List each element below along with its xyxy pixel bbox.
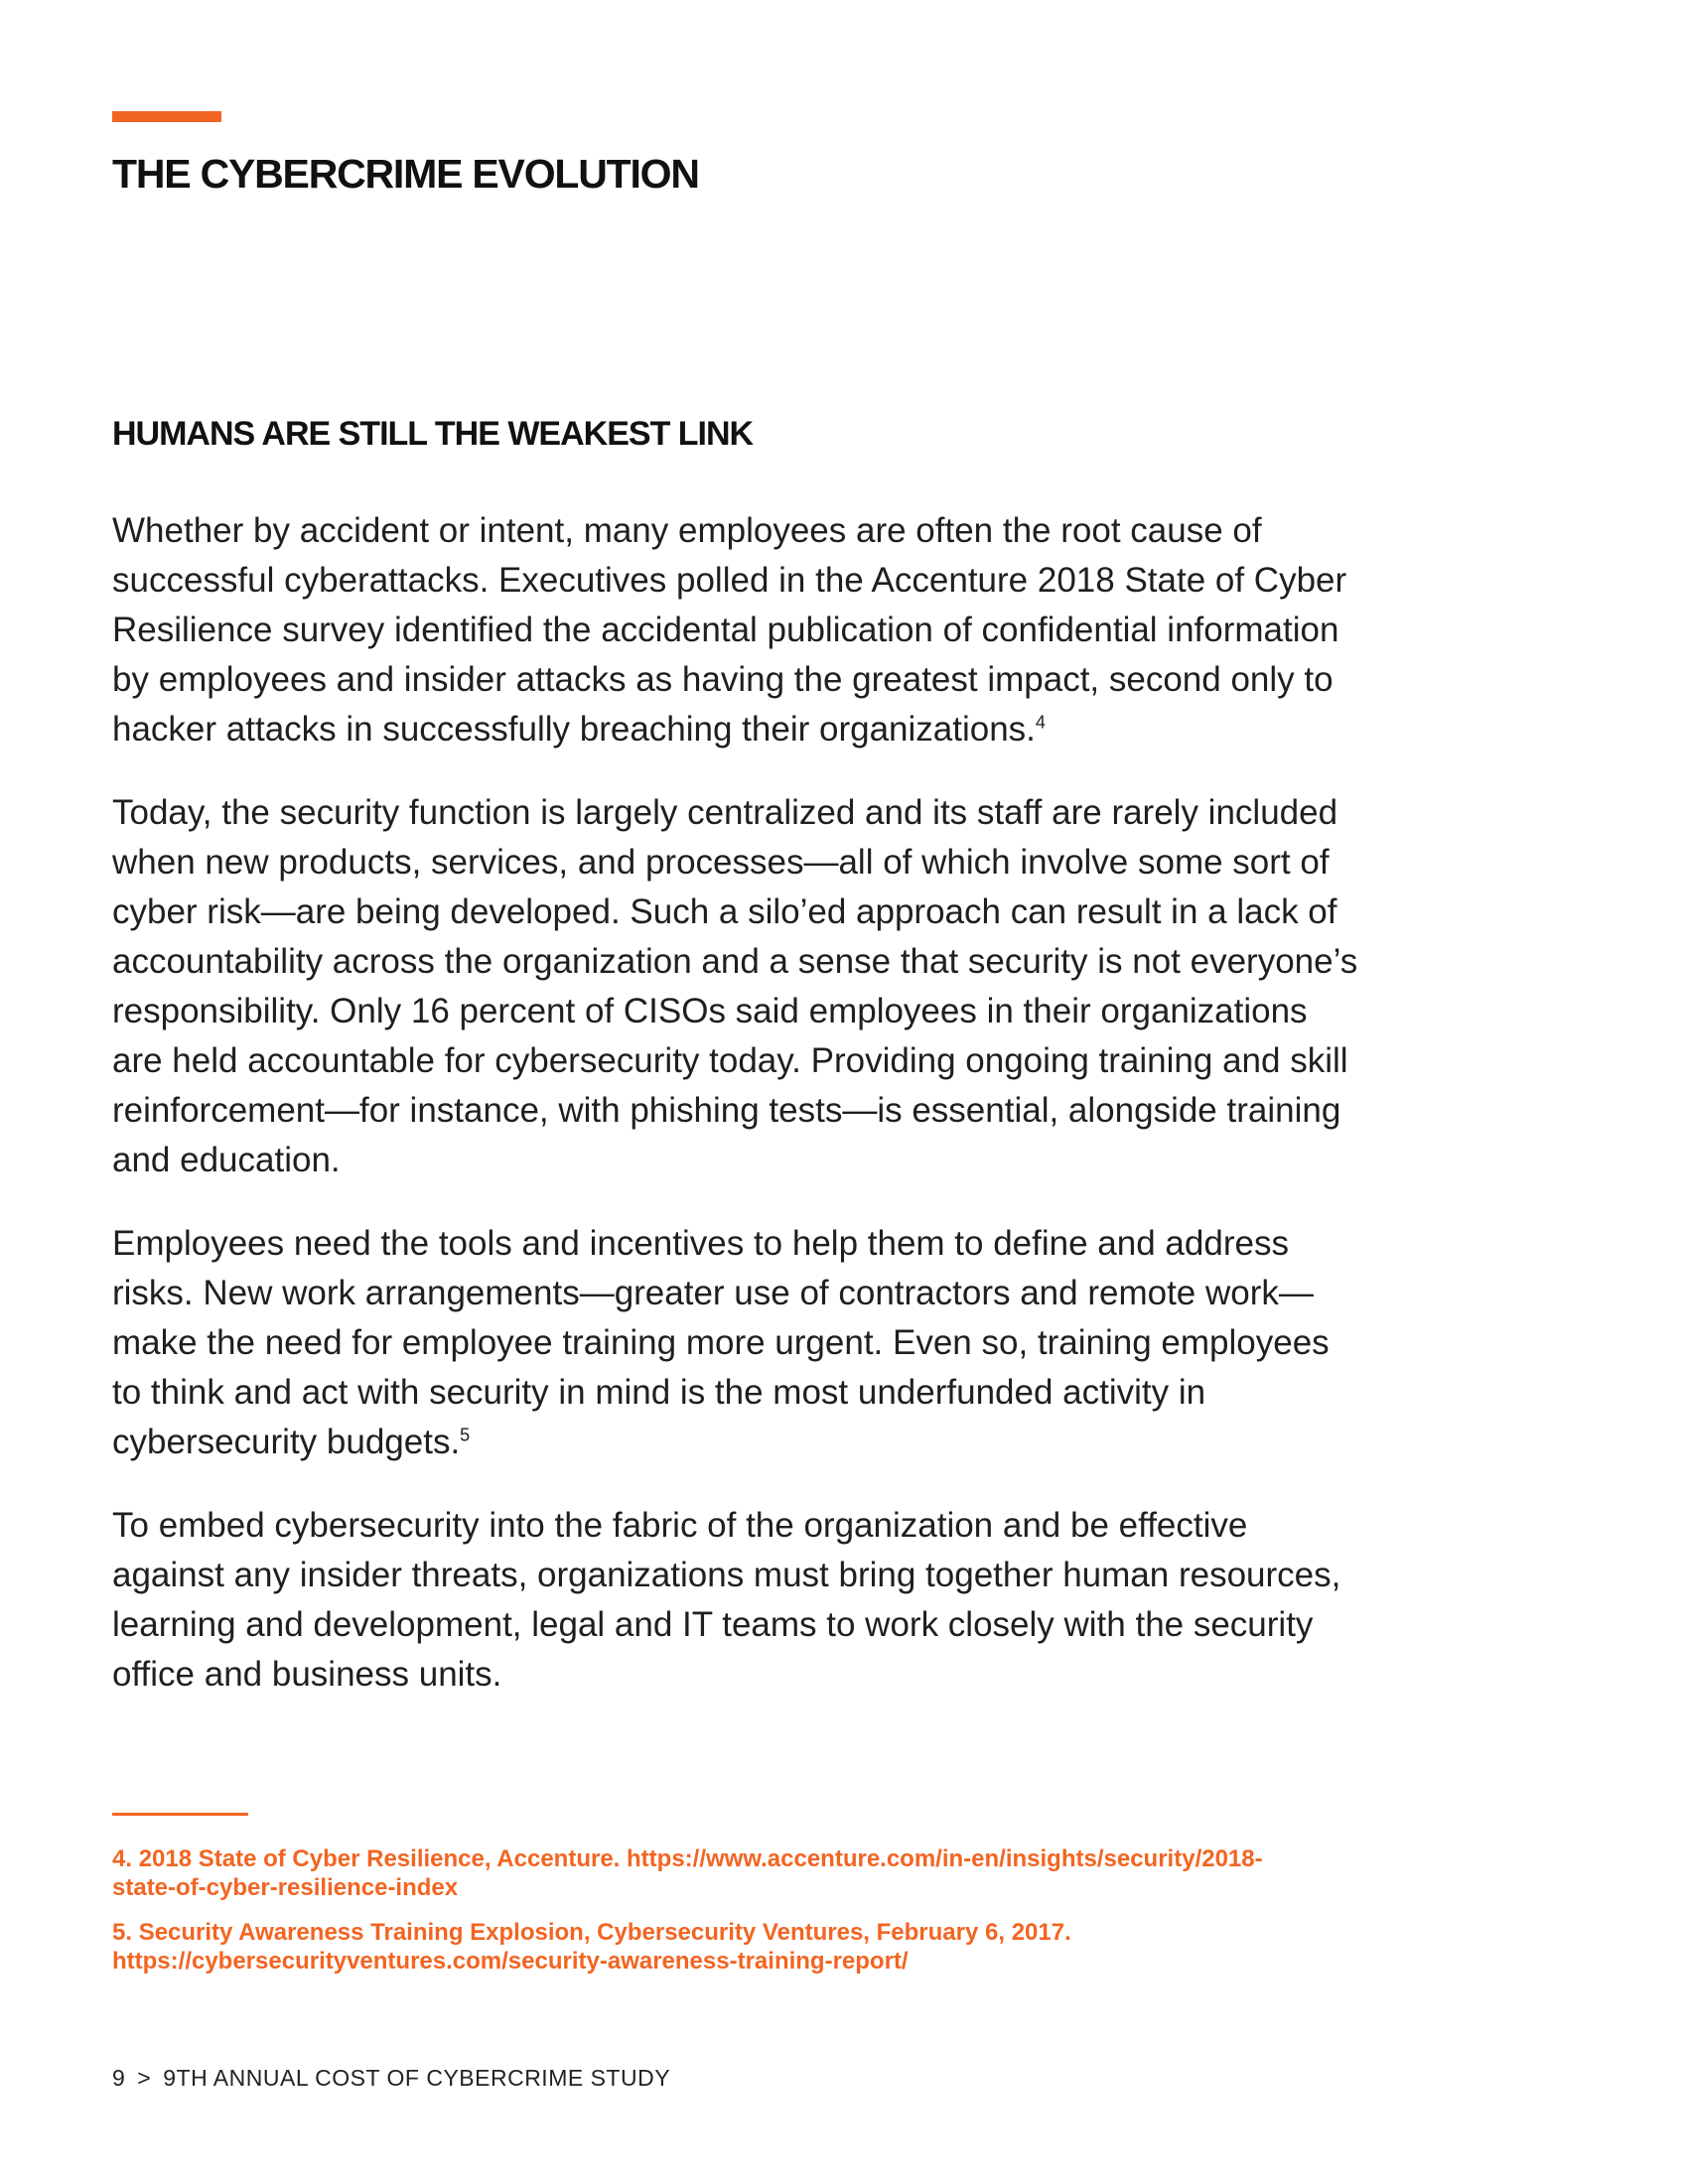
- paragraph-text: Employees need the tools and incentives to help them to define and address risks. New work arrangements—greater use of contractors and remote work—make the need for employee training more urgent. Even so, training employees to think and act with security in mind is the most underfunded activity in cybersecurity budgets.: [112, 1224, 1330, 1461]
- paragraph-1: [112, 506, 1363, 754]
- section-title: THE CYBERCRIME EVOLUTION: [112, 151, 699, 197]
- paragraph-3: [112, 1219, 1363, 1467]
- footnote-text: 2018 State of Cyber Resilience, Accenture. https://www.accenture.com/in-en/insights/security/2018-state-of-cyber-resilience-index: [112, 1845, 1263, 1901]
- footnote-divider: [112, 1813, 248, 1816]
- footnote-number: 4.: [112, 1845, 133, 1872]
- footnote-number: 5.: [112, 1919, 133, 1946]
- paragraph-4: [112, 1501, 1363, 1700]
- footnote-ref[interactable]: 4: [1035, 712, 1046, 733]
- footer-separator: >: [137, 2065, 152, 2091]
- page-number: 9: [112, 2065, 126, 2091]
- footnote-item[interactable]: [112, 1844, 1284, 1902]
- footnotes: [112, 1844, 1284, 1991]
- article-heading: HUMANS ARE STILL THE WEAKEST LINK: [112, 415, 754, 453]
- footnote-ref[interactable]: 5: [460, 1425, 471, 1445]
- paragraph-text: Whether by accident or intent, many employees are often the root cause of successful cyberattacks. Executives polled in the Accenture 2018 State of Cyber Resilience survey identified the accidental publication of confidential information by employees and insider attacks as having the greatest impact, second only to hacker attacks in successfully breaching their organizations.: [112, 511, 1347, 749]
- paragraph-text: To embed cybersecurity into the fabric of the organization and be effective against any insider threats, organizations must bring together human resources, learning and development, legal and IT teams to work closely with the security office and business units.: [112, 1506, 1341, 1694]
- footnote-item[interactable]: [112, 1918, 1284, 1976]
- footnote-text: Security Awareness Training Explosion, Cybersecurity Ventures, February 6, 2017. https://cybersecurityventures.com/security-awareness-training-report/: [112, 1919, 1071, 1975]
- accent-bar: [112, 111, 221, 122]
- publication-title: 9TH ANNUAL COST OF CYBERCRIME STUDY: [163, 2065, 671, 2091]
- paragraph-text: Today, the security function is largely centralized and its staff are rarely included when new products, services, and processes—all of which involve some sort of cyber risk—are being developed. Such a silo’ed approach can result in a lack of accountability across the organization and a sense that security is not everyone’s responsibility. Only 16 percent of CISOs said employees in their organizations are held accountable for cybersecurity today. Providing ongoing training and skill reinforcement—for instance, with phishing tests—is essential, alongside training and education.: [112, 793, 1358, 1179]
- paragraph-2: [112, 788, 1363, 1185]
- page-footer: [112, 2065, 682, 2092]
- article-body: [112, 506, 1363, 1733]
